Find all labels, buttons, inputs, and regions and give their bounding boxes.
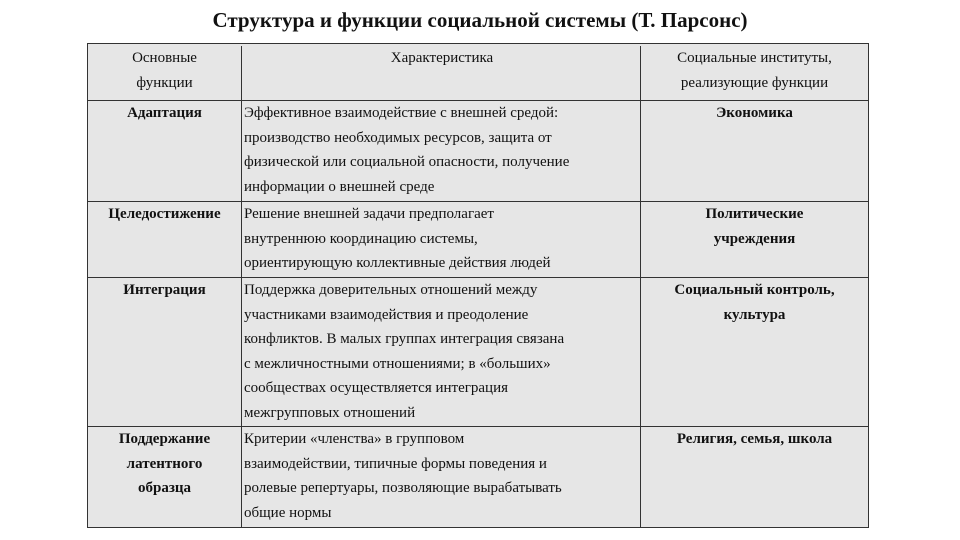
table-row xyxy=(88,101,868,202)
description-cell xyxy=(242,278,641,426)
header-text: Основные xyxy=(132,50,197,66)
description-line: ролевые репертуары, позволяющие вырабатывать xyxy=(244,480,562,497)
description-line: с межличностными отношениями; в «больших» xyxy=(244,355,551,372)
institutions-text: Экономика xyxy=(716,105,793,121)
institutions-cell xyxy=(641,101,868,201)
header-text: Характеристика xyxy=(390,50,494,66)
function-cell xyxy=(88,101,242,201)
institutions-cell xyxy=(641,278,868,426)
description-line: общие нормы xyxy=(244,504,332,521)
institutions-text: Религия, семья, школа xyxy=(676,431,833,447)
description-line: ориентирующую коллективные действия людей xyxy=(244,255,551,272)
function-cell xyxy=(88,278,242,426)
description-line: Критерии «членства» в групповом xyxy=(244,431,465,447)
function-text: Целедостижение xyxy=(108,206,221,222)
description-line: Решение внешней задачи предполагает xyxy=(244,206,494,222)
description-line: конфликтов. В малых группах интеграция связана xyxy=(244,331,565,348)
table-row xyxy=(88,202,868,278)
institutions-text: учреждения xyxy=(713,230,796,247)
header-text: Социальные институты, xyxy=(677,50,832,66)
description-line: Поддержка доверительных отношений между xyxy=(244,282,538,298)
description-line: Эффективное взаимодействие с внешней средой: xyxy=(244,105,559,121)
header-institutions xyxy=(641,46,868,100)
function-text: латентного xyxy=(126,455,203,472)
description-cell xyxy=(242,202,641,277)
function-cell xyxy=(88,427,242,527)
description-line: внутреннюю координацию системы, xyxy=(244,230,478,247)
table-header-row xyxy=(88,44,868,101)
description-line: участниками взаимодействия и преодоление xyxy=(244,306,529,323)
header-characteristic xyxy=(242,46,641,100)
description-line: физической или социальной опасности, получение xyxy=(244,154,570,171)
institutions-text: культура xyxy=(723,306,786,323)
page-title: Структура и функции социальной системы (Т. Парсонс) xyxy=(212,8,748,32)
header-text: реализующие функции xyxy=(680,74,829,91)
header-functions xyxy=(88,46,242,100)
function-text: образца xyxy=(137,480,191,497)
header-text: функции xyxy=(136,74,193,91)
function-text: Адаптация xyxy=(127,105,202,121)
description-cell xyxy=(242,427,641,527)
description-line: взаимодействии, типичные формы поведения и xyxy=(244,455,547,472)
description-line: производство необходимых ресурсов, защита от xyxy=(244,129,552,146)
institutions-cell xyxy=(641,202,868,277)
institutions-text: Социальный контроль, xyxy=(674,282,835,298)
description-cell xyxy=(242,101,641,201)
description-line: информации о внешней среде xyxy=(244,178,435,195)
institutions-text: Политические xyxy=(705,206,804,222)
function-text: Интеграция xyxy=(123,282,206,298)
table-row xyxy=(88,427,868,527)
parsons-table xyxy=(87,43,869,528)
description-line: сообществах осуществляется интеграция xyxy=(244,380,509,397)
function-cell xyxy=(88,202,242,277)
institutions-cell xyxy=(641,427,868,527)
description-line: межгрупповых отношений xyxy=(244,404,416,421)
function-text: Поддержание xyxy=(118,431,211,447)
table-row xyxy=(88,278,868,427)
